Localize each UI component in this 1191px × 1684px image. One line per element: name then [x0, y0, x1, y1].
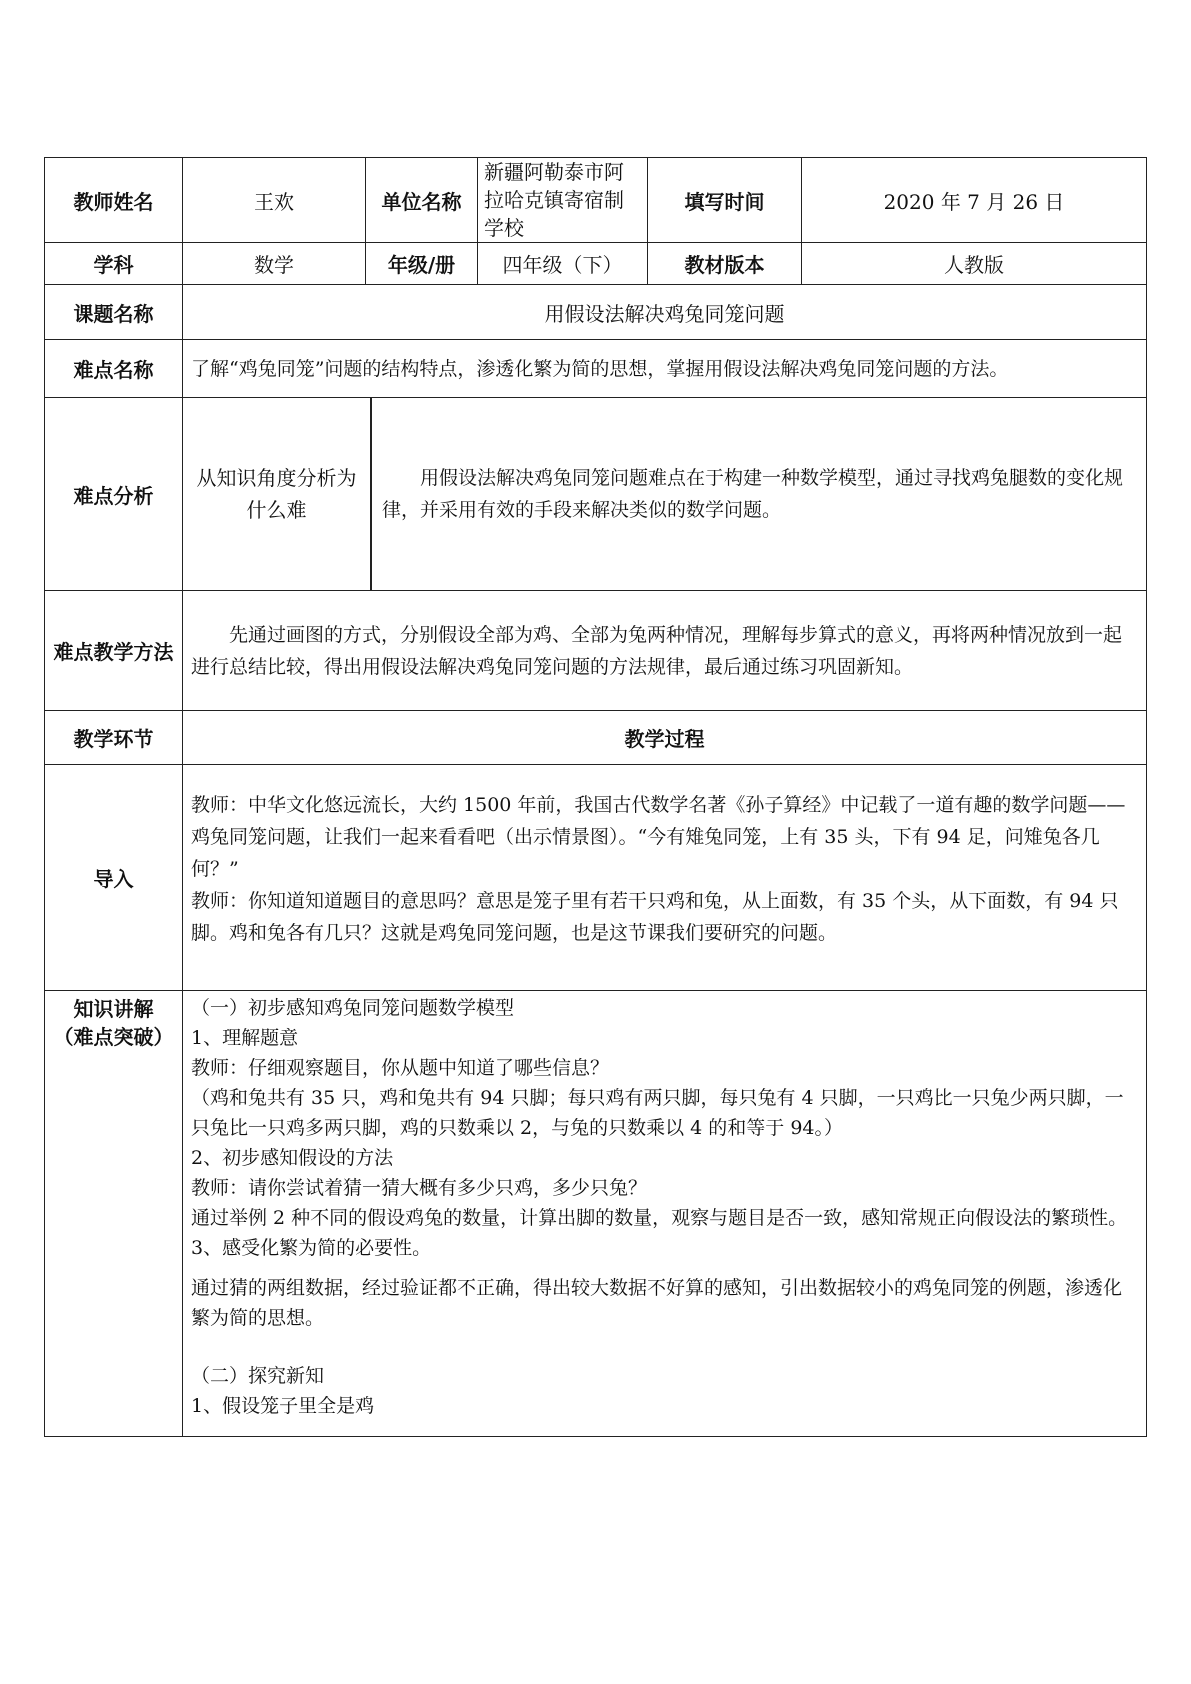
- info-row-1: [45, 158, 1147, 243]
- knowledge-content: [183, 991, 1147, 1437]
- process-header-row: [45, 711, 1147, 765]
- intro-content: [183, 765, 1147, 991]
- knowledge-sublabel: （难点突破）: [53, 1025, 174, 1049]
- knowledge-line: 1、假设笼子里全是鸡: [191, 1395, 375, 1417]
- edition-value: 人教版: [802, 243, 1147, 285]
- spacer: [191, 1333, 1138, 1361]
- analysis-row: [45, 398, 1147, 591]
- teacher-name-value: 王欢: [183, 158, 366, 243]
- knowledge-row: [45, 991, 1147, 1437]
- intro-paragraph-1: 教师：中华文化悠远流长，大约 1500 年前，我国古代数学名著《孙子算经》中记载了一道有趣的数学问题——鸡兔同笼问题，让我们一起来看看吧（出示情景图）。“今有雉兔同笼，上有 35 头，下有 94 足，问雉兔各几何？”: [191, 794, 1126, 880]
- fill-date-label: 填写时间: [648, 158, 802, 243]
- process-header-label: 教学过程: [183, 711, 1147, 765]
- analysis-value: 用假设法解决鸡兔同笼问题难点在于构建一种数学模型，通过寻找鸡兔腿数的变化规律，并采用有效的手段来解决类似的数学问题。: [382, 467, 1124, 521]
- difficulty-label: 难点名称: [45, 340, 183, 398]
- knowledge-line: （二）探究新知: [191, 1365, 325, 1387]
- knowledge-line: （鸡和兔共有 35 只，鸡和兔共有 94 只脚；每只鸡有两只脚，每只兔有 4 只脚，一只鸡比一只兔少两只脚，一只兔比一只鸡多两只脚，鸡的只数乘以 2，与兔的只数乘以 4 的和等于 94。）: [191, 1087, 1124, 1139]
- knowledge-line: 1、理解题意: [191, 1027, 299, 1049]
- topic-value: 用假设法解决鸡兔同笼问题: [183, 285, 1147, 340]
- teacher-name-label: 教师姓名: [45, 158, 183, 243]
- fill-date-value: 2020 年 7 月 26 日: [802, 158, 1147, 243]
- unit-name-value: 新疆阿勒泰市阿拉哈克镇寄宿制学校: [478, 158, 648, 243]
- knowledge-line: （一）初步感知鸡兔同笼问题数学模型: [191, 997, 515, 1019]
- analysis-label: 难点分析: [45, 398, 183, 591]
- method-label: 难点教学方法: [45, 591, 183, 711]
- lesson-plan-page: [44, 157, 1146, 1437]
- lesson-plan-table: [44, 157, 1147, 1437]
- knowledge-label: 知识讲解: [73, 997, 154, 1021]
- knowledge-label-cell: [45, 991, 183, 1437]
- intro-label: 导入: [45, 765, 183, 991]
- info-row-2: [45, 243, 1147, 285]
- knowledge-line: 通过猜的两组数据，经过验证都不正确，得出较大数据不好算的感知，引出数据较小的鸡兔同笼的例题，渗透化繁为简的思想。: [191, 1277, 1123, 1329]
- grade-label: 年级/册: [366, 243, 478, 285]
- knowledge-line: 通过举例 2 种不同的假设鸡兔的数量，计算出脚的数量，观察与题目是否一致，感知常规正向假设法的繁琐性。: [191, 1207, 1128, 1229]
- knowledge-line: 教师：请你尝试着猜一猜大概有多少只鸡，多少只兔？: [191, 1177, 648, 1199]
- knowledge-line: 2、初步感知假设的方法: [191, 1147, 394, 1169]
- analysis-sub-label: 从知识角度分析为什么难: [183, 398, 371, 590]
- spacer: [191, 1263, 1138, 1273]
- difficulty-value: 了解“鸡兔同笼”问题的结构特点，渗透化繁为简的思想，掌握用假设法解决鸡兔同笼问题的方法。: [183, 340, 1147, 398]
- intro-row: [45, 765, 1147, 991]
- subject-label: 学科: [45, 243, 183, 285]
- analysis-inner-table: [183, 398, 1146, 590]
- knowledge-line: 3、感受化繁为简的必要性。: [191, 1237, 432, 1259]
- subject-value: 数学: [183, 243, 366, 285]
- method-row: [45, 591, 1147, 711]
- difficulty-row: [45, 340, 1147, 398]
- topic-row: [45, 285, 1147, 340]
- method-value: 先通过画图的方式，分别假设全部为鸡、全部为兔两种情况，理解每步算式的意义，再将两种情况放到一起进行总结比较，得出用假设法解决鸡兔同笼问题的方法规律，最后通过练习巩固新知。: [183, 591, 1147, 711]
- unit-name-label: 单位名称: [366, 158, 478, 243]
- topic-label: 课题名称: [45, 285, 183, 340]
- edition-label: 教材版本: [648, 243, 802, 285]
- intro-paragraph-2: 教师：你知道知道题目的意思吗？意思是笼子里有若干只鸡和兔，从上面数，有 35 个头，从下面数，有 94 只脚。鸡和兔各有几只？这就是鸡兔同笼问题，也是这节课我们要研究的问题。: [191, 890, 1119, 944]
- stage-header-label: 教学环节: [45, 711, 183, 765]
- knowledge-line: 教师：仔细观察题目，你从题中知道了哪些信息？: [191, 1057, 610, 1079]
- grade-value: 四年级（下）: [478, 243, 648, 285]
